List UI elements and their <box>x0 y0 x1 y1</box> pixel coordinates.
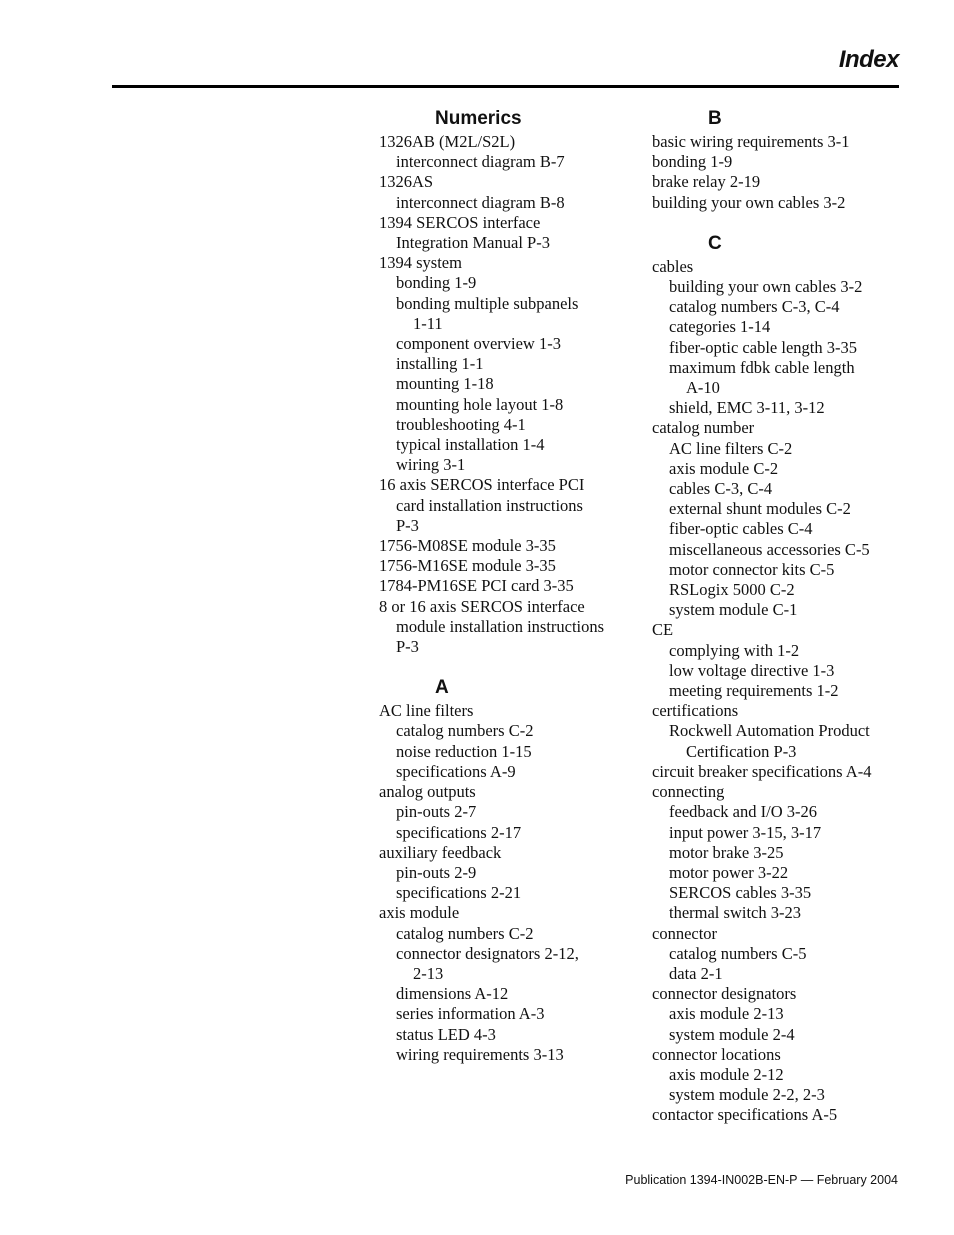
index-subentry: pin-outs 2-7 <box>396 802 477 822</box>
page-title: Index <box>838 46 899 73</box>
index-subentry: wiring requirements 3-13 <box>396 1044 564 1064</box>
index-entry: 1326AS <box>379 172 434 192</box>
index-subentry: Certification P-3 <box>686 741 797 761</box>
index-entry: 1394 system <box>379 253 462 273</box>
index-entry-list <box>652 257 912 1126</box>
section-heading: Numerics <box>435 108 522 129</box>
index-subentry: categories 1-14 <box>669 317 771 337</box>
index-subentry: typical installation 1-4 <box>396 435 545 455</box>
index-subentry: motor connector kits C-5 <box>669 559 835 579</box>
index-entry: 1326AB (M2L/S2L) <box>379 132 516 151</box>
publication-footer: Publication 1394-IN002B-EN-P — February 2004 <box>625 1173 898 1187</box>
index-entry: CE <box>652 620 674 640</box>
index-subentry: P-3 <box>396 637 419 657</box>
index-entry: 1756-M16SE module 3-35 <box>379 556 556 576</box>
index-subentry: cables C-3, C-4 <box>669 479 773 499</box>
index-entry: catalog number <box>652 418 755 438</box>
index-subentry: mounting hole layout 1-8 <box>396 394 564 414</box>
index-subentry: AC line filters C-2 <box>669 438 793 458</box>
index-column-left <box>379 106 639 1083</box>
index-subentry: card installation instructions <box>396 495 583 515</box>
index-subentry: 1-11 <box>413 313 443 333</box>
section-heading: B <box>708 108 722 129</box>
index-subentry: external shunt modules C-2 <box>669 499 851 519</box>
index-entry: cables <box>652 256 694 276</box>
section-heading: C <box>708 232 722 254</box>
index-subentry: bonding 1-9 <box>396 273 477 293</box>
index-subentry: shield, EMC 3-11, 3-12 <box>669 398 825 418</box>
index-subentry: connector designators 2-12, <box>396 943 579 963</box>
index-subentry: system module 2-4 <box>669 1024 795 1044</box>
index-subentry: noise reduction 1-15 <box>396 741 532 761</box>
index-subentry: input power 3-15, 3-17 <box>669 822 822 842</box>
header-rule <box>112 85 899 88</box>
index-subentry: Rockwell Automation Product <box>669 721 870 741</box>
index-subentry: SERCOS cables 3-35 <box>669 883 812 903</box>
index-entry: AC line filters <box>379 701 474 721</box>
index-entry: 1784-PM16SE PCI card 3-35 <box>379 576 574 596</box>
index-entry: analog outputs <box>379 782 476 802</box>
index-entry-list <box>379 701 639 1065</box>
index-subentry: RSLogix 5000 C-2 <box>669 580 795 600</box>
index-subentry: specifications A-9 <box>396 761 516 781</box>
index-entry-list <box>379 132 639 657</box>
index-subentry: catalog numbers C-3, C-4 <box>669 297 840 317</box>
index-entry: auxiliary feedback <box>379 842 502 862</box>
index-section <box>379 675 639 1065</box>
index-subentry: data 2-1 <box>669 963 723 983</box>
index-subentry: P-3 <box>396 515 419 535</box>
index-subentry: bonding multiple subpanels <box>396 293 579 313</box>
index-subentry: status LED 4-3 <box>396 1024 496 1044</box>
index-subentry: specifications 2-17 <box>396 822 522 842</box>
index-subentry: feedback and I/O 3-26 <box>669 802 817 822</box>
index-entry: 1756-M08SE module 3-35 <box>379 536 556 556</box>
index-subentry: meeting requirements 1-2 <box>669 681 839 701</box>
index-subentry: catalog numbers C-5 <box>669 943 807 963</box>
index-subentry: specifications 2-21 <box>396 883 522 903</box>
index-entry: bonding 1-9 <box>652 152 733 172</box>
index-subentry: system module 2-2, 2-3 <box>669 1085 825 1105</box>
index-subentry: mounting 1-18 <box>396 374 494 394</box>
index-subentry: series information A-3 <box>396 1004 545 1024</box>
index-subentry: axis module 2-13 <box>669 1004 784 1024</box>
index-subentry: miscellaneous accessories C-5 <box>669 539 870 559</box>
index-subentry: installing 1-1 <box>396 354 484 374</box>
index-entry: axis module <box>379 903 460 923</box>
index-entry: 16 axis SERCOS interface PCI <box>379 475 585 495</box>
index-subentry: wiring 3-1 <box>396 455 466 475</box>
index-entry: brake relay 2-19 <box>652 172 761 192</box>
index-column-right <box>652 106 912 1144</box>
index-section <box>652 231 912 1126</box>
index-entry-list <box>652 132 912 213</box>
index-subentry: A-10 <box>686 378 720 398</box>
index-subentry: interconnect diagram B-7 <box>396 152 565 172</box>
index-subentry: pin-outs 2-9 <box>396 862 477 882</box>
index-subentry: motor brake 3-25 <box>669 842 784 862</box>
index-subentry: fiber-optic cables C-4 <box>669 519 813 539</box>
index-subentry: maximum fdbk cable length <box>669 357 855 377</box>
index-subentry: module installation instructions <box>396 616 605 636</box>
index-entry: contactor specifications A-5 <box>652 1105 838 1125</box>
index-entry: circuit breaker specifications A-4 <box>652 761 872 781</box>
index-entry: building your own cables 3-2 <box>652 192 846 212</box>
index-section <box>652 106 912 213</box>
index-subentry: troubleshooting 4-1 <box>396 414 526 434</box>
index-subentry: catalog numbers C-2 <box>396 923 534 943</box>
section-heading: A <box>435 677 449 699</box>
index-subentry: fiber-optic cable length 3-35 <box>669 337 857 357</box>
index-subentry: low voltage directive 1-3 <box>669 660 835 680</box>
index-entry: 1394 SERCOS interface <box>379 212 541 232</box>
index-subentry: thermal switch 3-23 <box>669 903 801 923</box>
index-entry: connector locations <box>652 1044 781 1064</box>
index-entry: basic wiring requirements 3-1 <box>652 132 850 151</box>
index-subentry: axis module 2-12 <box>669 1064 784 1084</box>
index-subentry: dimensions A-12 <box>396 984 509 1004</box>
index-subentry: complying with 1-2 <box>669 640 800 660</box>
index-subentry: 2-13 <box>413 963 444 983</box>
index-entry: connecting <box>652 782 725 802</box>
index-subentry: Integration Manual P-3 <box>396 233 550 253</box>
index-subentry: interconnect diagram B-8 <box>396 192 565 212</box>
index-subentry: component overview 1-3 <box>396 334 561 354</box>
index-section <box>379 106 639 657</box>
index-subentry: motor power 3-22 <box>669 862 789 882</box>
index-subentry: catalog numbers C-2 <box>396 721 534 741</box>
index-subentry: building your own cables 3-2 <box>669 277 863 297</box>
index-entry: certifications <box>652 701 739 721</box>
index-subentry: system module C-1 <box>669 600 798 620</box>
index-subentry: axis module C-2 <box>669 458 779 478</box>
index-entry: 8 or 16 axis SERCOS interface <box>379 596 585 616</box>
index-entry: connector designators <box>652 984 797 1004</box>
index-entry: connector <box>652 923 718 943</box>
